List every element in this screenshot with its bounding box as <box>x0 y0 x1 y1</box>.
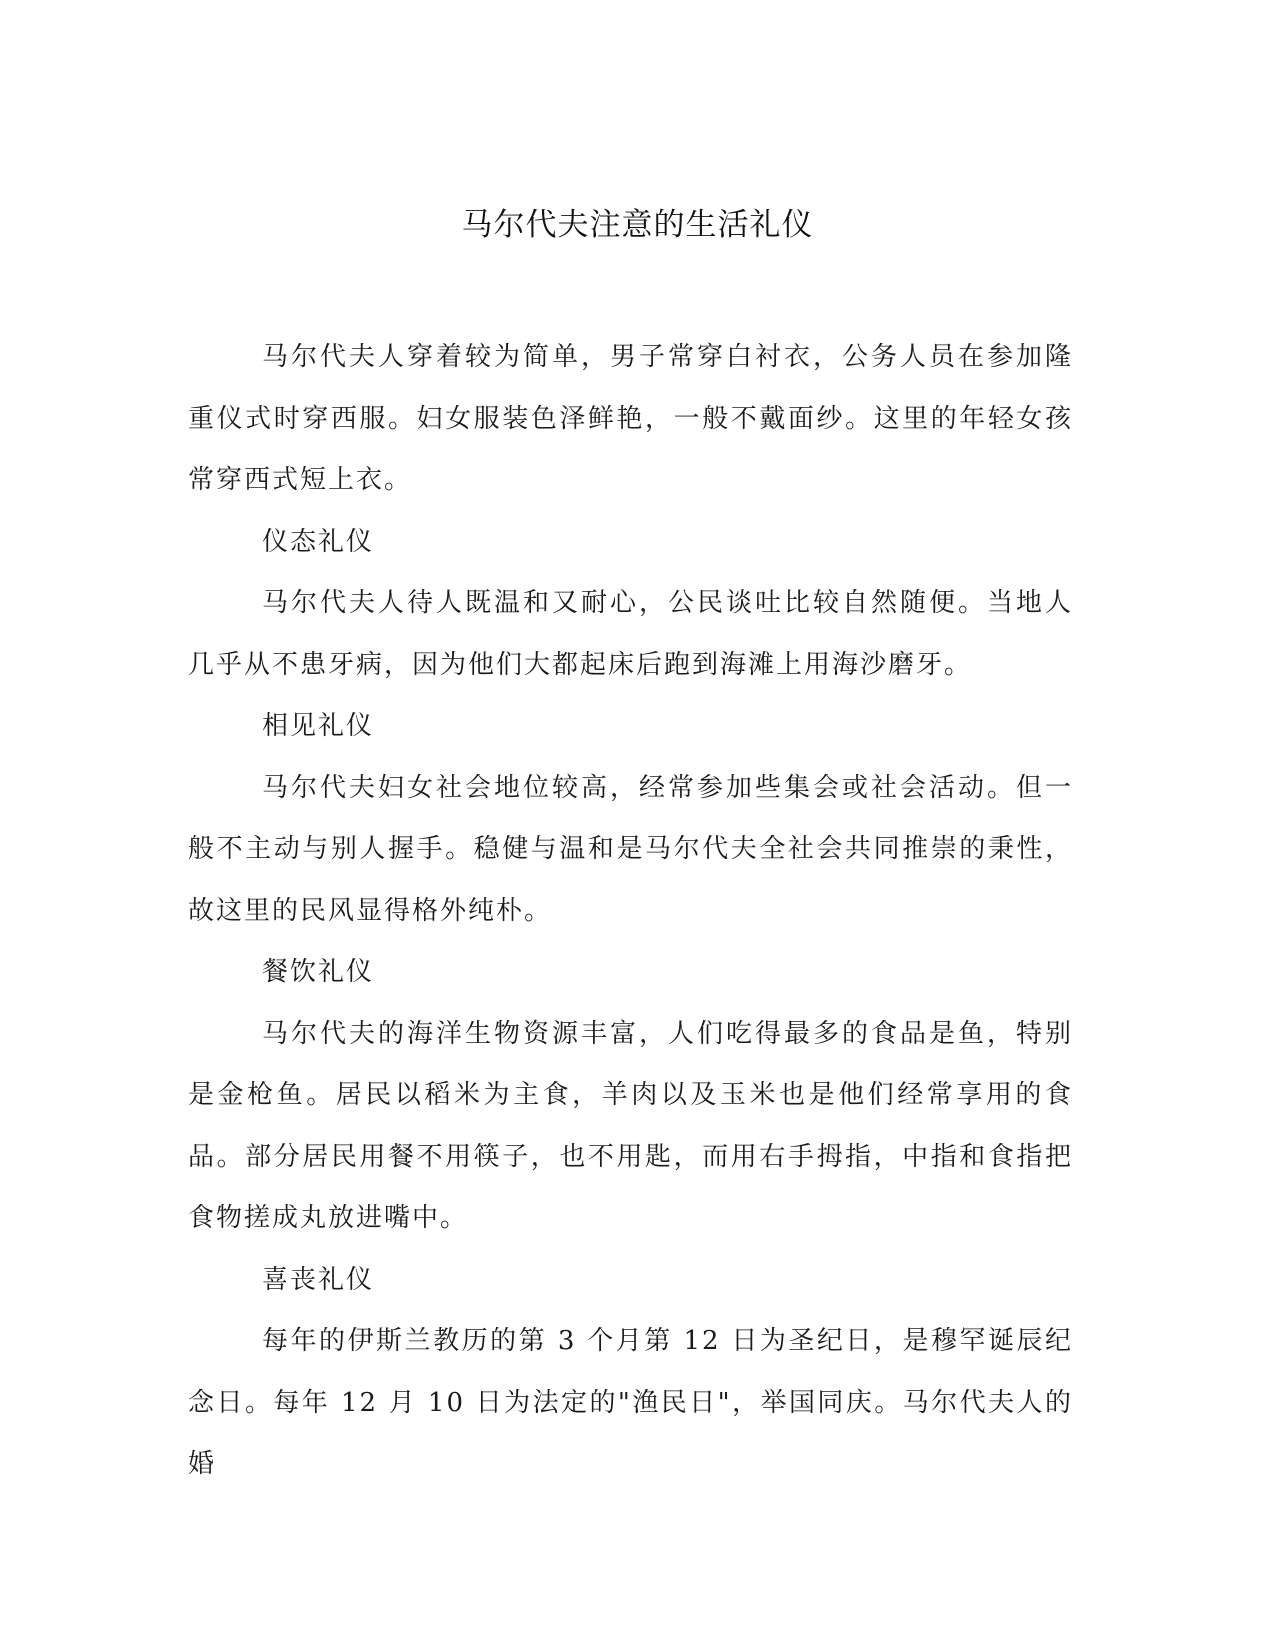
paragraph-holidays: 每年的伊斯兰教历的第 3 个月第 12 日为圣纪日，是穆罕诞辰纪念日。每年 12 月 10 日为法定的"渔民日"，举国同庆。马尔代夫人的婚 <box>188 1326 1073 1479</box>
document-title: 马尔代夫注意的生活礼仪 <box>461 207 814 243</box>
document-body <box>188 327 1073 1496</box>
paragraph-dining: 马尔代夫的海洋生物资源丰富，人们吃得最多的食品是鱼，特别是金枪鱼。居民以稻米为主食，羊肉以及玉米也是他们经常享用的食品。部分居民用餐不用筷子，也不用匙，而用右手拇指，中指和食指把食物搓成丸放进嘴中。 <box>188 1018 1073 1233</box>
heading-demeanor-etiquette: 仪态礼仪 <box>262 526 375 557</box>
paragraph-demeanor: 马尔代夫人待人既温和又耐心，公民谈吐比较自然随便。当地人几乎从不患牙病，因为他们大都起床后跑到海滩上用海沙磨牙。 <box>188 588 1073 680</box>
heading-dining-etiquette: 餐饮礼仪 <box>262 957 375 987</box>
heading-weddings-funerals-etiquette: 喜丧礼仪 <box>262 1264 375 1295</box>
heading-greeting-etiquette: 相见礼仪 <box>262 711 375 741</box>
paragraph-greeting: 马尔代夫妇女社会地位较高，经常参加些集会或社会活动。但一般不主动与别人握手。稳健与温和是马尔代夫全社会共同推崇的秉性，故这里的民风显得格外纯朴。 <box>188 772 1073 926</box>
paragraph-clothing: 马尔代夫人穿着较为简单，男子常穿白衬衣，公务人员在参加隆重仪式时穿西服。妇女服装色泽鲜艳，一般不戴面纱。这里的年轻女孩常穿西式短上衣。 <box>188 342 1073 495</box>
